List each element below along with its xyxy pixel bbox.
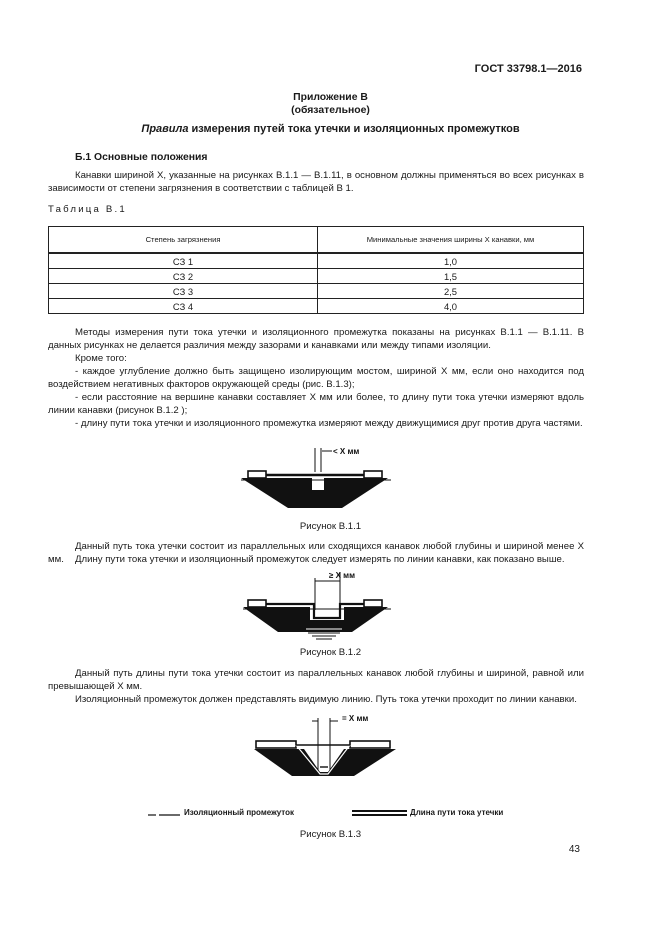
bullet-2: - если расстояние на вершине канавки составляет X мм или более, то длину пути тока утечки измеряют вдоль линии канавки (рисунок В.1.2 ); bbox=[48, 392, 584, 416]
appendix-status: (обязательное) bbox=[291, 105, 370, 116]
figure-b-1-1 bbox=[236, 444, 396, 512]
section-title: Б.1 Основные положения bbox=[75, 152, 208, 163]
table-caption: Таблица В.1 bbox=[48, 204, 127, 215]
standard-number: ГОСТ 33798.1—2016 bbox=[474, 63, 582, 75]
table-cell-value: 1,0 bbox=[318, 253, 584, 269]
table-cell-degree: СЗ 3 bbox=[49, 284, 318, 299]
bullet-3: - длину пути тока утечки и изоляционного промежутка измеряют между движущимися друг против друга частями. bbox=[75, 418, 583, 429]
table-header-width: Минимальные значения ширины X канавки, мм bbox=[318, 227, 584, 254]
page-number: 43 bbox=[568, 844, 580, 855]
figure-2-text-1: Данный путь длины пути тока утечки состоит из параллельных канавок любой глубины и шириной, равной или превышающей X мм. bbox=[48, 668, 584, 692]
figure-3-label: = X мм bbox=[342, 714, 369, 723]
paragraph-2: Методы измерения пути тока утечки и изоляционного промежутка показаны на рисунках В.1.1 — В.1.11. В данных рисунках не делается различия между зазорами и канавками или между типами изоляции. bbox=[48, 327, 584, 351]
page-title bbox=[0, 123, 661, 135]
title-italic: Правила bbox=[141, 123, 189, 135]
table-cell-value: 4,0 bbox=[318, 299, 584, 314]
table-row bbox=[49, 284, 584, 299]
table-cell-degree: СЗ 4 bbox=[49, 299, 318, 314]
figure-b-1-2 bbox=[236, 568, 396, 644]
figure-1-label: < X мм bbox=[333, 447, 360, 456]
legend-gap-line-icon bbox=[148, 811, 182, 819]
figure-2-caption: Рисунок В.1.2 bbox=[299, 647, 362, 658]
pollution-table bbox=[48, 226, 584, 314]
table-cell-value: 2,5 bbox=[318, 284, 584, 299]
figure-1-text-1: Данный путь тока утечки состоит из параллельных или сходящихся канавок любой глубины и шириной менее X мм. bbox=[48, 541, 584, 565]
figure-2-text-2: Изоляционный промежуток должен представлять видимую линию. Путь тока утечки проходит по линии канавки. bbox=[75, 694, 577, 705]
table-cell-value: 1,5 bbox=[318, 269, 584, 284]
table-cell-degree: СЗ 1 bbox=[49, 253, 318, 269]
figure-b-1-3 bbox=[250, 710, 410, 790]
title-rest: измерения путей тока утечки и изоляционных промежутков bbox=[188, 123, 520, 135]
legend-creepage-line-icon bbox=[352, 809, 407, 819]
figure-1-caption: Рисунок В.1.1 bbox=[299, 521, 362, 532]
table-row bbox=[49, 269, 584, 284]
legend-creepage-label: Длина пути тока утечки bbox=[410, 808, 504, 817]
bullet-1: - каждое углубление должно быть защищено изолирующим мостом, шириной X мм, если оно находится под воздействием негативных факторов окружающей среды (рис. В.1.3); bbox=[48, 366, 584, 390]
appendix-title: Приложение В bbox=[293, 92, 368, 103]
figure-3-caption: Рисунок В.1.3 bbox=[299, 829, 362, 840]
table-header-row bbox=[49, 227, 584, 254]
appendix-heading bbox=[0, 91, 661, 117]
paragraph-3: Кроме того: bbox=[75, 353, 127, 364]
table-row bbox=[49, 253, 584, 269]
table-header-degree: Степень загрязнения bbox=[49, 227, 318, 254]
figure-1-text-2: Длину пути тока утечки и изоляционный промежуток следует измерять по линии канавки, как показано выше. bbox=[75, 554, 565, 565]
figure-2-label: ≥ X мм bbox=[329, 571, 356, 580]
table-cell-degree: СЗ 2 bbox=[49, 269, 318, 284]
legend-gap-label: Изоляционный промежуток bbox=[184, 808, 295, 817]
table-row bbox=[49, 299, 584, 314]
paragraph-1: Канавки шириной X, указанные на рисунках В.1.1 — В.1.11, в основном должны применяться во всех рисунках в зависимости от степени загрязнения в соответствии с таблицей В 1. bbox=[48, 170, 584, 194]
